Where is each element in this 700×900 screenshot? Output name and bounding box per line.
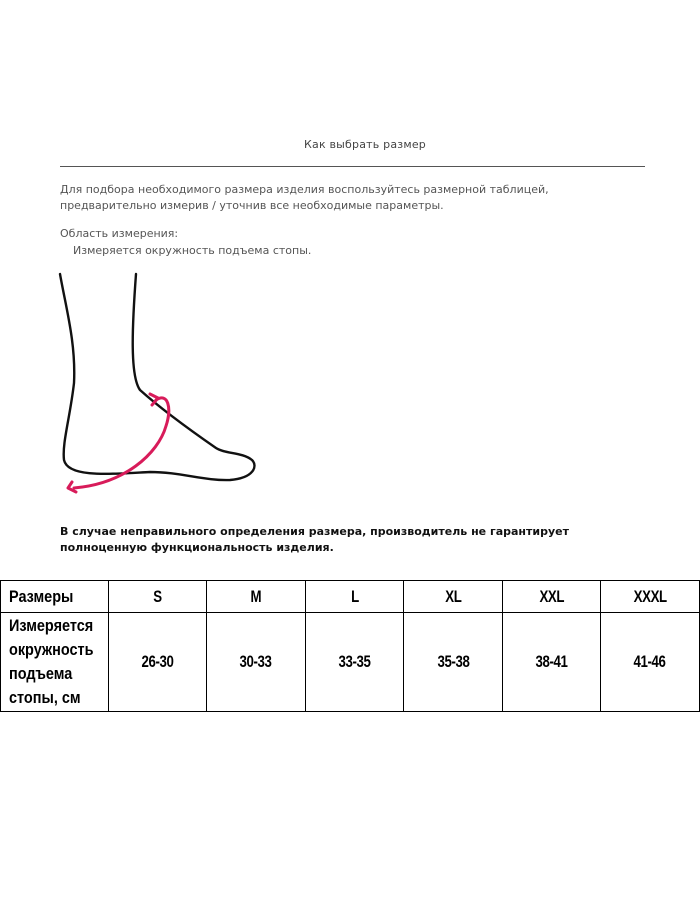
size-value-xl: 35-38 bbox=[404, 613, 503, 712]
measurement-area-description: Измеряется окружность подъема стопы. bbox=[73, 244, 312, 257]
foot-measurement-icon bbox=[40, 268, 280, 508]
intro-line-1: Для подбора необходимого размера изделия воспользуйтесь размерной таблицей, bbox=[60, 183, 549, 196]
title-divider bbox=[60, 166, 645, 167]
size-header-xxl: XXL bbox=[502, 581, 600, 613]
foot-outline bbox=[60, 274, 254, 480]
measurement-loop bbox=[74, 398, 169, 488]
size-value-l: 33-35 bbox=[305, 613, 404, 712]
warning-line-2: полноценную функциональность изделия. bbox=[60, 541, 334, 554]
warning-text bbox=[60, 524, 660, 556]
size-value-xxxl: 41-46 bbox=[600, 613, 699, 712]
page-title: Как выбрать размер bbox=[304, 138, 426, 151]
measurement-area-label: Область измерения: bbox=[60, 227, 179, 240]
size-table-header-row bbox=[1, 581, 700, 613]
size-value-s: 26-30 bbox=[109, 613, 207, 712]
warning-line-1: В случае неправильного определения размера, производитель не гарантирует bbox=[60, 525, 569, 538]
size-header-xxxl: XXXL bbox=[600, 581, 699, 613]
size-header-m: M bbox=[207, 581, 306, 613]
size-table bbox=[0, 580, 700, 712]
size-header-xl: XL bbox=[404, 581, 503, 613]
intro-line-2: предварительно измерив / уточнив все необходимые параметры. bbox=[60, 199, 444, 212]
size-header-label: Размеры bbox=[1, 581, 109, 613]
measurement-row-label: Измеряется окружность подъема стопы, см bbox=[1, 613, 109, 712]
size-table-value-row bbox=[1, 613, 700, 712]
intro-text bbox=[60, 182, 660, 214]
size-header-s: S bbox=[109, 581, 207, 613]
size-value-m: 30-33 bbox=[207, 613, 306, 712]
size-value-xxl: 38-41 bbox=[502, 613, 600, 712]
size-header-l: L bbox=[305, 581, 404, 613]
